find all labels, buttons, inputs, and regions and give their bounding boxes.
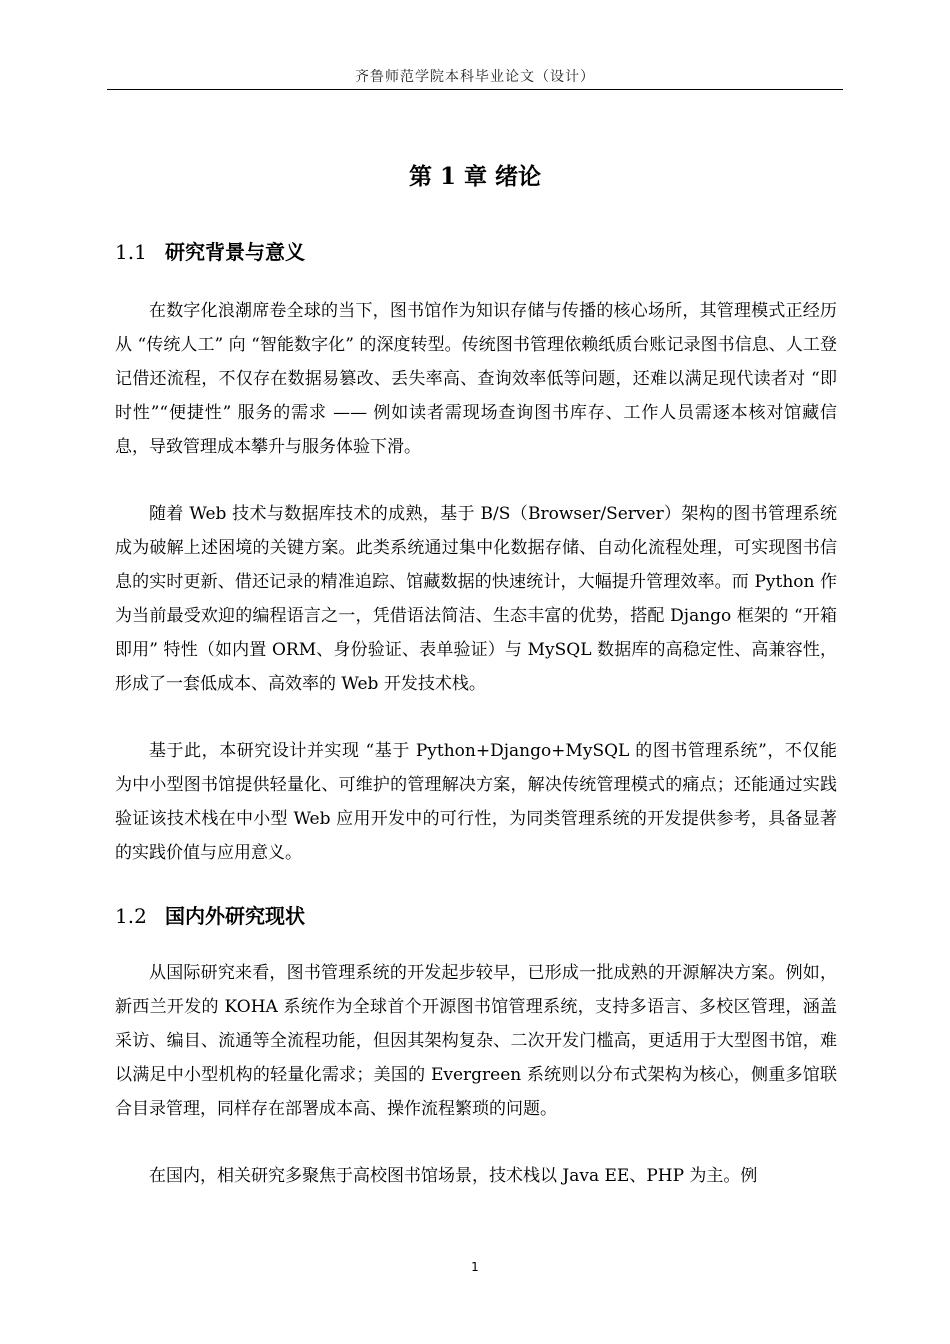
chapter-title: 第 1 章 绪论: [408, 163, 542, 190]
header-divider: [107, 89, 843, 90]
paragraph: 在国内，相关研究多聚焦于高校图书馆场景，技术栈以 Java EE、PHP 为主。例: [149, 1166, 758, 1186]
paragraph: 随着 Web 技术与数据库技术的成熟，基于 B/S（Browser/Server）架构的图书管理系统成为破解上述困境的关键方案。此类系统通过集中化数据存储、自动化流程处理，可实现图书信息的实时更新、借还记录的精准追踪、馆藏数据的快速统计，大幅提升管理效率。而 Python 作为当前最受欢迎的编程语言之一，凭借语法简洁、生态丰富的优势，搭配 Django 框架的 “开箱即用” 特性（如内置 ORM、身份验证、表单验证）与 MySQL 数据库的高稳定性、高兼容性，形成了一套低成本、高效率的 Web 开发技术栈。: [115, 504, 837, 694]
section-title: 国内外研究现状: [165, 904, 305, 928]
paragraph: 在数字化浪潮席卷全球的当下，图书馆作为知识存储与传播的核心场所，其管理模式正经历从 “传统人工” 向 “智能数字化” 的深度转型。传统图书管理依赖纸质台账记录图书信息、人工登记借还流程，不仅存在数据易篡改、丢失率高、查询效率低等问题，还难以满足现代读者对 “即时性”“便捷性” 服务的需求 —— 例如读者需现场查询图书库存、工作人员需逐本核对馆藏信息，导致管理成本攀升与服务体验下滑。: [115, 301, 837, 457]
running-header: 齐鲁师范学院本科毕业论文（设计）: [355, 69, 595, 85]
section-title: 研究背景与意义: [165, 240, 305, 264]
page-number: 1: [471, 1260, 479, 1274]
section-number: 1.2: [115, 904, 147, 928]
section-heading-1-2: [115, 900, 305, 929]
paragraph: 从国际研究来看，图书管理系统的开发起步较早，已形成一批成熟的开源解决方案。例如，新西兰开发的 KOHA 系统作为全球首个开源图书馆管理系统，支持多语言、多校区管理，涵盖采访、编目、流通等全流程功能，但因其架构复杂、二次开发门槛高，更适用于大型图书馆，难以满足中小型机构的轻量化需求；美国的 Evergreen 系统则以分布式架构为核心，侧重多馆联合目录管理，同样存在部署成本高、操作流程繁琐的问题。: [115, 963, 837, 1119]
section-heading-1-1: [115, 236, 305, 265]
paragraph: 基于此，本研究设计并实现 “基于 Python+Django+MySQL 的图书管理系统”，不仅能为中小型图书馆提供轻量化、可维护的管理解决方案，解决传统管理模式的痛点；还能通过实践验证该技术栈在中小型 Web 应用开发中的可行性，为同类管理系统的开发提供参考，具备显著的实践价值与应用意义。: [115, 741, 837, 863]
section-number: 1.1: [115, 240, 147, 264]
